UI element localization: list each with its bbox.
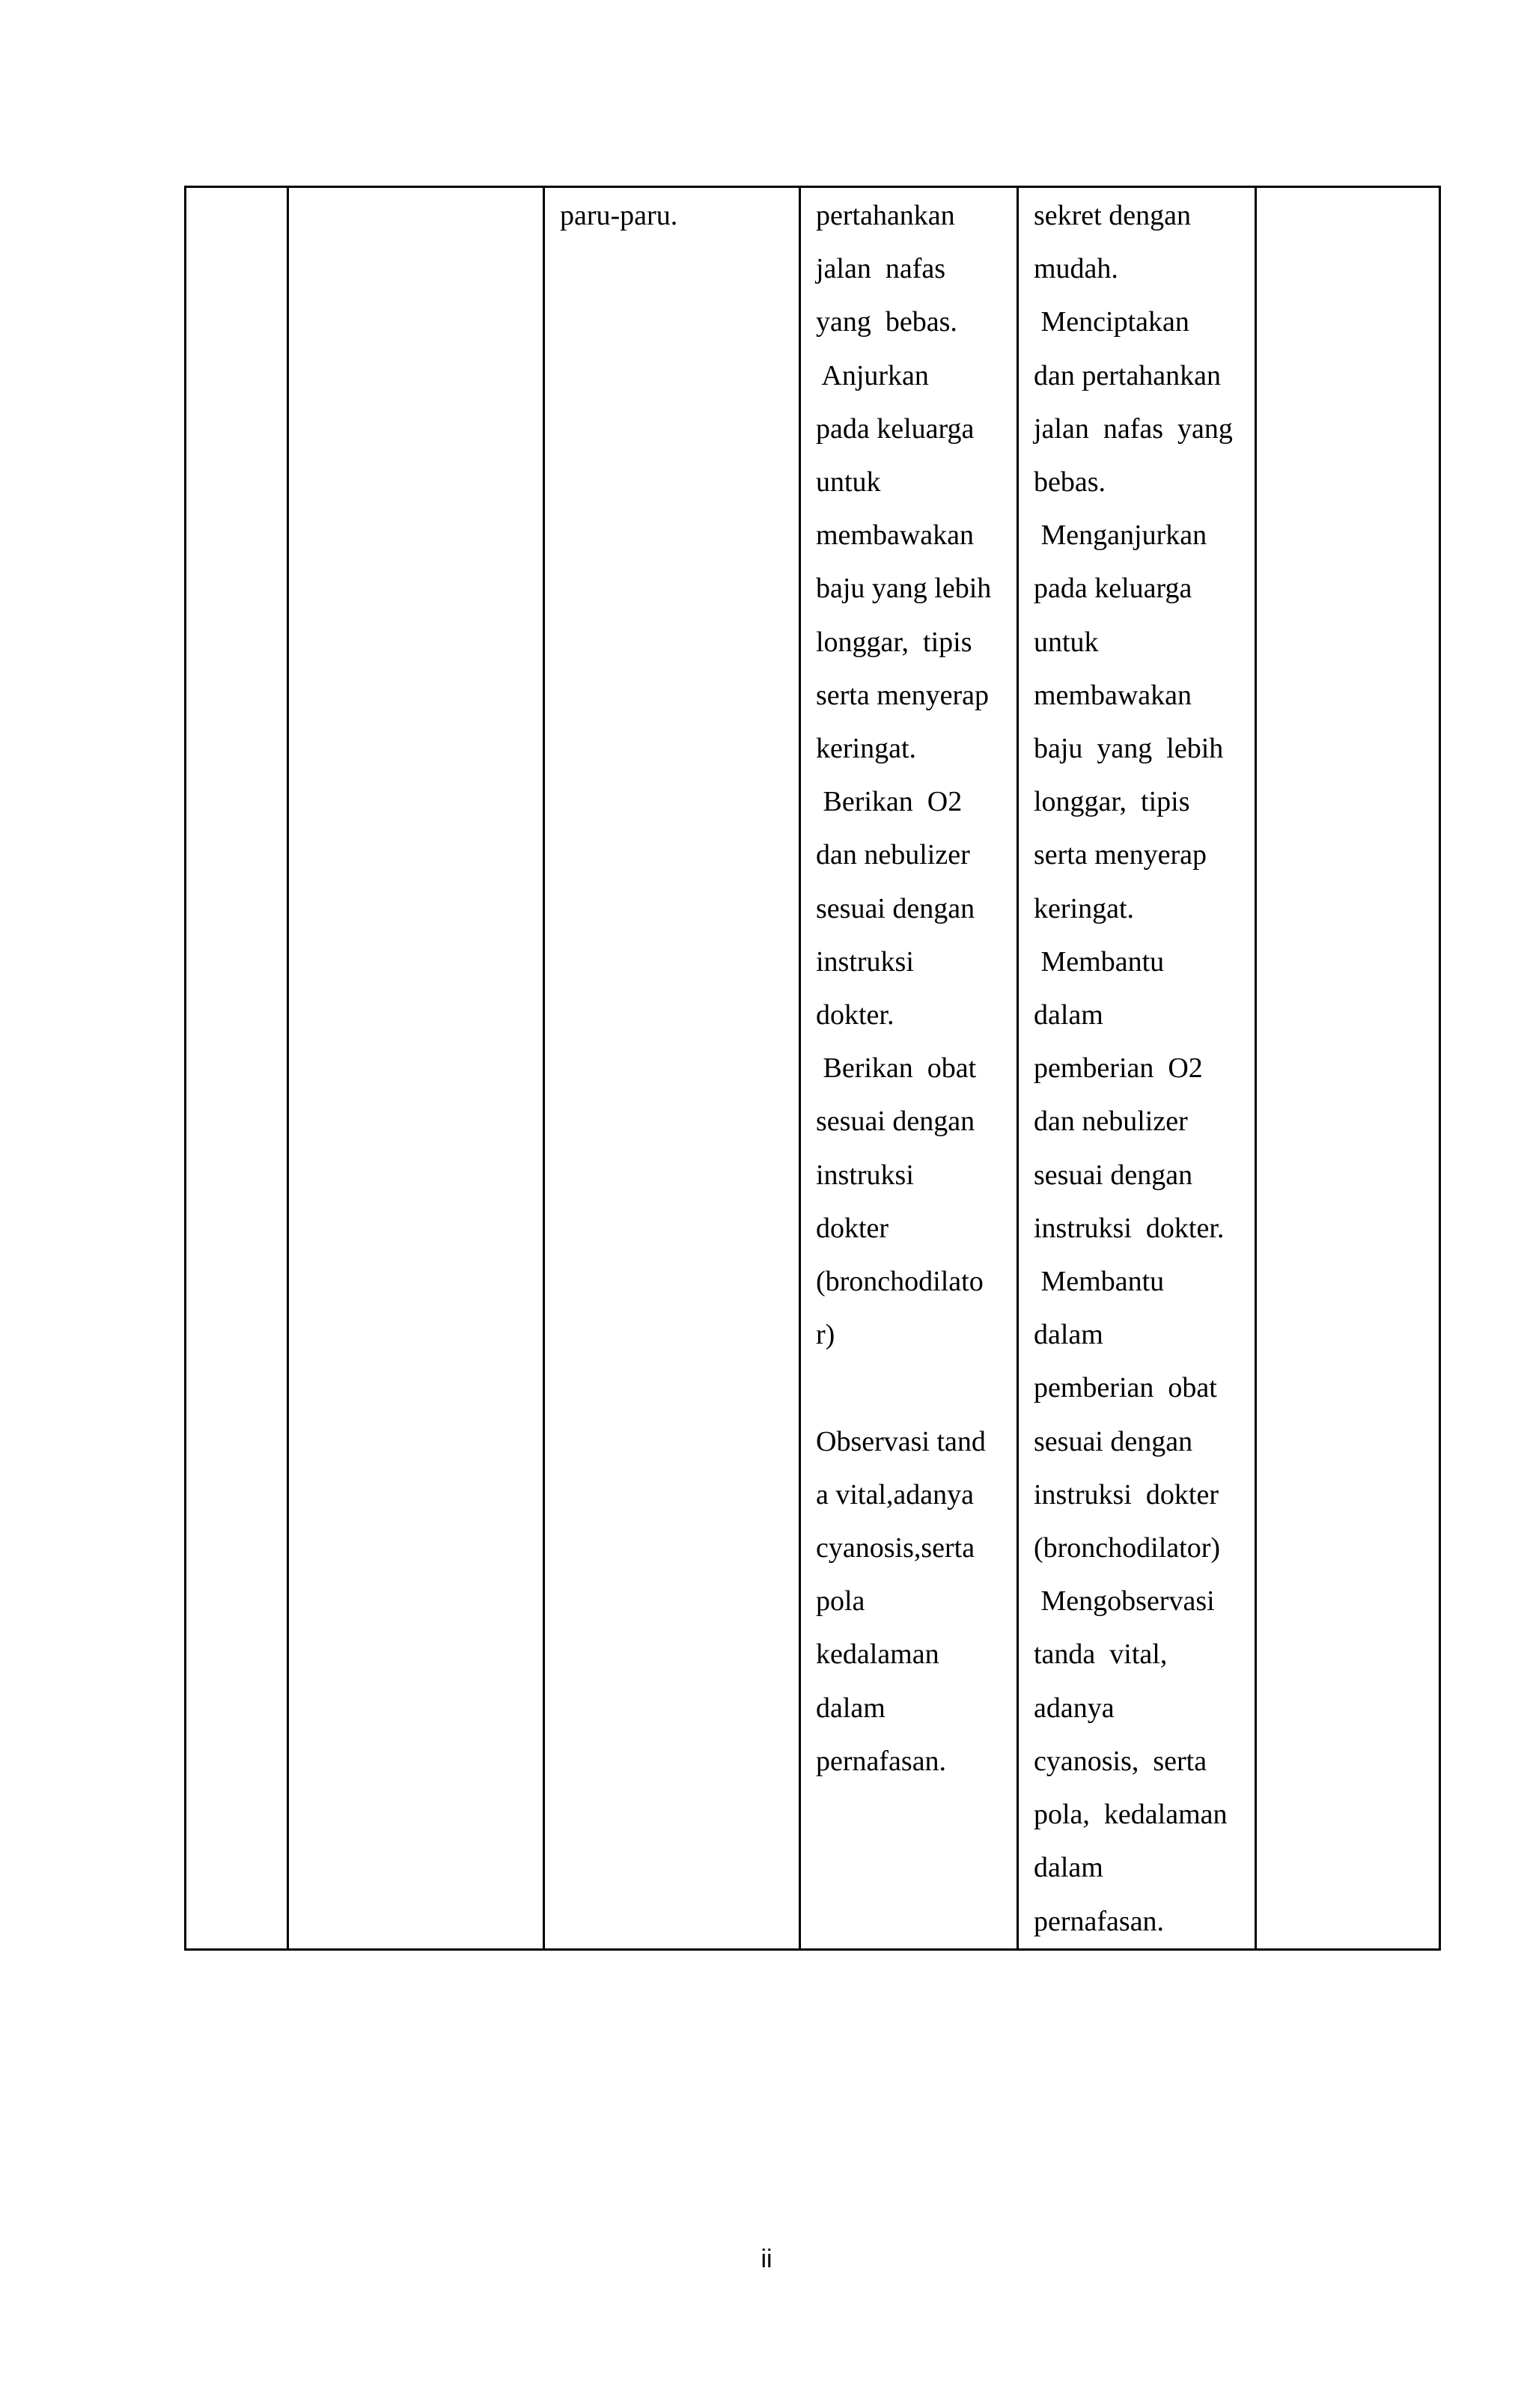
cell-rationale-text: sekret dengan mudah. Menciptakan dan pertahankan jalan nafas yang bebas. Menganjurkan pada keluarga untuk membawakan baju yang lebih longgar, tipis serta menyerap keringat. Membantu dalam pemberian O2 dan nebulizer sesuai dengan instruksi dokter. Membantu dalam pemberian obat sesuai dengan instruksi dokter (bronchodilator) Mengobservasi tanda vital, adanya cyanosis, serta pola, kedalaman dalam pernafasan. [1034,200,1233,1937]
page-number: ii [761,2245,772,2273]
cell-diagnosis [288,187,544,1950]
nursing-care-plan-table [184,186,1441,1951]
cell-number-text [186,188,287,189]
cell-evaluation [1256,187,1440,1950]
cell-number [186,187,288,1950]
cell-intervention [800,187,1018,1950]
cell-goal-text: paru-paru. [560,200,678,231]
cell-goal [544,187,800,1950]
cell-rationale [1018,187,1256,1950]
cell-evaluation-text [1257,188,1439,189]
cell-intervention-text: pertahankan jalan nafas yang bebas. Anjurkan pada keluarga untuk membawakan baju yang lebih longgar, tipis serta menyerap keringat. Berikan O2 dan nebulizer sesuai dengan instruksi dokter. Berikan obat sesuai dengan instruksi dokter (bronchodilato r) Observasi tand a vital,adanya cyanosis,serta pola kedalaman dalam pernafasan. [816,200,992,1777]
table-row [186,187,1440,1950]
cell-diagnosis-text [289,188,543,189]
